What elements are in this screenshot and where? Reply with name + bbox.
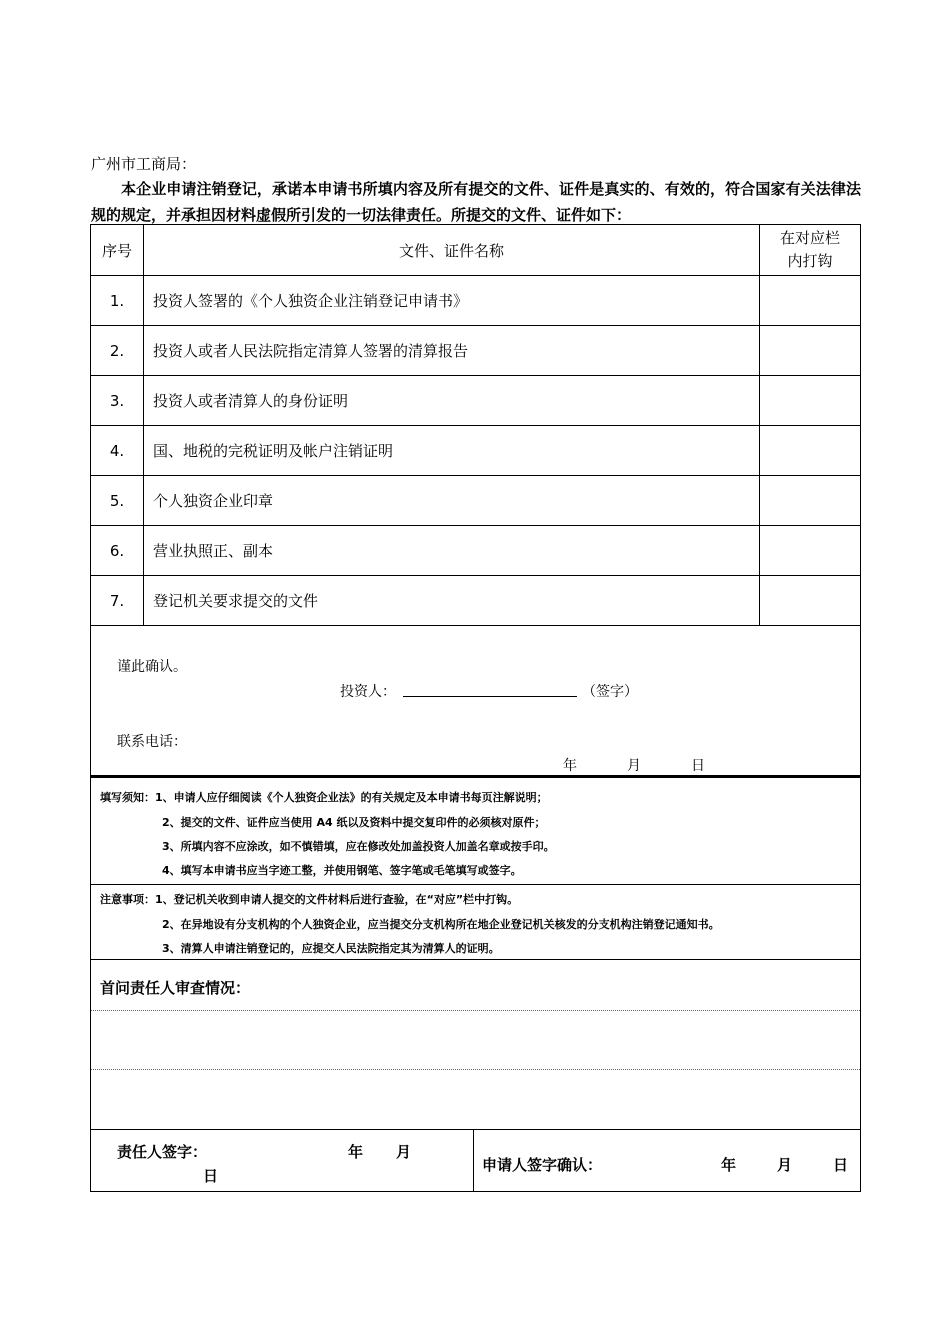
fill-notes-item: 2、提交的文件、证件应当使用 A4 纸以及资料中提交复印件的必须核对原件； [162,816,546,829]
row-checkbox-cell[interactable] [760,426,861,476]
table-row [91,326,861,376]
row-document-name: 营业执照正、副本 [144,526,760,576]
confirm-text: 谨此确认。 [117,659,187,675]
fill-notes-item: 3、所填内容不应涂改，如不慎错填，应在修改处加盖投资人加盖名章或按手印。 [162,840,555,853]
signature-divider [90,1129,861,1130]
responsible-year: 年 [348,1143,364,1161]
intro-paragraph: 本企业申请注销登记，承诺本申请书所填内容及所有提交的文件、证件是真实的、有效的，符合国家有关法律法规的规定，并承担因材料虚假所引发的一切法律责任。所提交的文件、证件如下： [91,180,861,224]
row-number: 4. [91,426,144,476]
row-document-name: 投资人或者清算人的身份证明 [144,376,760,426]
row-document-name: 登记机关要求提交的文件 [144,576,760,626]
review-title: 首问责任人审查情况： [100,979,251,997]
row-checkbox-cell[interactable] [760,526,861,576]
attention-title: 注意事项： [100,893,155,906]
header-no: 序号 [91,225,144,276]
row-number: 7. [91,576,144,626]
signature-vertical-divider [473,1129,474,1191]
investor-label: 投资人： [340,684,396,700]
attention-line-1 [100,891,518,907]
addressee: 广州市工商局： [91,155,197,173]
review-dotted-line [91,1010,860,1011]
header-name: 文件、证件名称 [144,225,760,276]
row-checkbox-cell[interactable] [760,326,861,376]
row-number: 3. [91,376,144,426]
fill-notes-item: 4、填写本申请书应当字迹工整，并使用钢笔、签字笔或毛笔填写或签字。 [162,864,522,877]
applicant-year: 年 [721,1156,737,1174]
applicant-day: 日 [833,1156,849,1174]
header-check [760,225,861,276]
applicant-sign-label: 申请人签字确认： [482,1156,603,1174]
table-row [91,426,861,476]
responsible-day: 日 [203,1167,219,1185]
row-checkbox-cell[interactable] [760,476,861,526]
documents-table [90,224,861,626]
header-check-text: 在对应栏内打钩 [779,229,840,270]
table-row [91,476,861,526]
attention-item: 2、在异地设有分支机构的个人独资企业，应当提交分支机构所在地企业登记机关核发的分支机构注销登记通知书。 [162,918,720,931]
responsible-month: 月 [396,1143,412,1161]
attention-item: 3、清算人申请注销登记的，应提交人民法院指定其为清算人的证明。 [162,942,500,955]
signature-note: （签字） [582,684,638,700]
responsible-sign-label: 责任人签字： [117,1143,208,1161]
table-row [91,276,861,326]
row-document-name: 个人独资企业印章 [144,476,760,526]
row-number: 5. [91,476,144,526]
table-row [91,376,861,426]
review-dotted-line [91,1069,860,1070]
fill-notes-item: 1、申请人应仔细阅读《个人独资企业法》的有关规定及本申请书每页注解说明； [155,791,548,804]
investor-signature-line[interactable] [403,695,577,697]
row-number: 2. [91,326,144,376]
fill-notes-title: 填写须知： [100,791,155,804]
row-checkbox-cell[interactable] [760,376,861,426]
table-row [91,526,861,576]
applicant-month: 月 [777,1156,793,1174]
phone-label: 联系电话： [117,734,187,750]
notes-divider [90,884,861,885]
review-divider [90,959,861,960]
row-document-name: 投资人签署的《个人独资企业注销登记申请书》 [144,276,760,326]
table-header-row [91,225,861,276]
date-year: 年 [563,758,577,774]
section-divider-thick [90,775,861,778]
date-day: 日 [691,758,705,774]
row-number: 1. [91,276,144,326]
row-document-name: 国、地税的完税证明及帐户注销证明 [144,426,760,476]
date-month: 月 [627,758,641,774]
row-checkbox-cell[interactable] [760,276,861,326]
row-checkbox-cell[interactable] [760,576,861,626]
table-row [91,576,861,626]
fill-notes-line-1 [100,789,548,805]
attention-item: 1、登记机关收到申请人提交的文件材料后进行查验，在“对应”栏中打钩。 [155,893,519,906]
row-document-name: 投资人或者人民法院指定清算人签署的清算报告 [144,326,760,376]
row-number: 6. [91,526,144,576]
